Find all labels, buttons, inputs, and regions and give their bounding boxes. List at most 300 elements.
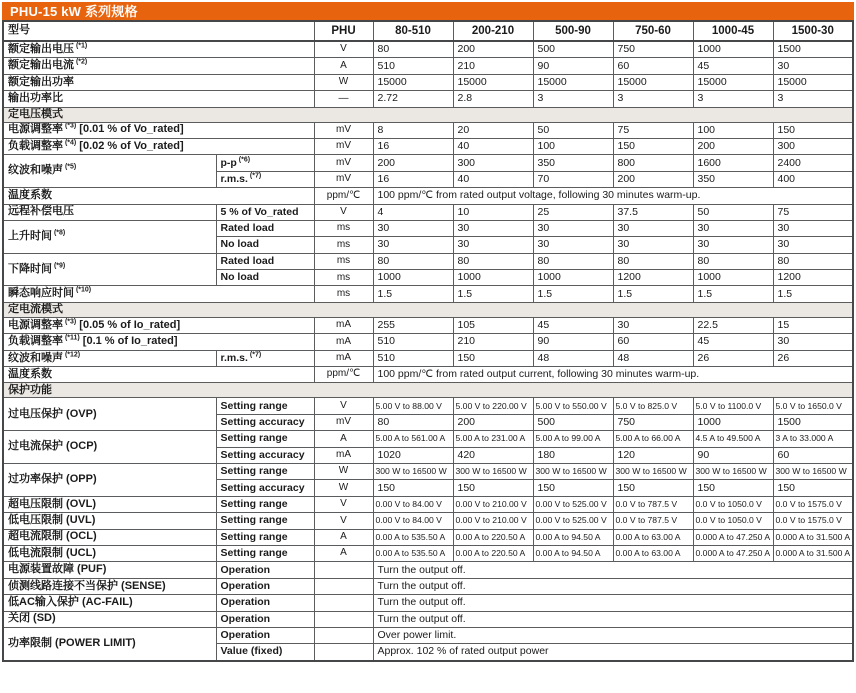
row-label <box>3 91 314 107</box>
footnote-marker: (*10) <box>74 286 92 294</box>
value-cell: 200 <box>373 155 453 171</box>
table-row <box>3 367 853 383</box>
value-cell: 0.00 A to 94.50 A <box>533 529 613 545</box>
value-cell: 200 <box>453 414 533 430</box>
value-span-cell: 100 ppm/℃ from rated output voltage, following 30 minutes warm-up. <box>373 188 853 204</box>
unit-cell: mV <box>314 414 373 430</box>
value-cell: 0.00 A to 535.50 A <box>373 545 453 561</box>
footnote-marker: (*12) <box>63 350 81 358</box>
value-cell: 15000 <box>693 74 773 90</box>
label-text: 额定输出功率 <box>8 75 74 88</box>
value-cell: 1.5 <box>373 286 453 302</box>
unit-cell: A <box>314 431 373 447</box>
unit-cell: mA <box>314 317 373 333</box>
value-cell: 26 <box>693 350 773 366</box>
row-sublabel <box>216 611 314 627</box>
value-cell: 0.00 A to 63.00 A <box>613 529 693 545</box>
table-row <box>3 253 853 269</box>
unit-cell <box>314 562 373 578</box>
table-row <box>3 595 853 611</box>
row-sublabel <box>216 270 314 286</box>
value-cell: 150 <box>773 480 853 496</box>
value-cell: 2.8 <box>453 91 533 107</box>
value-cell: 0.00 V to 84.00 V <box>373 513 453 529</box>
unit-cell: mA <box>314 350 373 366</box>
table-row <box>3 58 853 74</box>
value-cell: 0.00 V to 210.00 V <box>453 496 533 512</box>
value-cell: 1000 <box>693 270 773 286</box>
table-row <box>3 431 853 447</box>
value-cell: 1000 <box>453 270 533 286</box>
label-text: 瞬态响应时间 <box>8 287 74 300</box>
value-cell: 750 <box>613 414 693 430</box>
value-cell: 0.0 V to 1575.0 V <box>773 496 853 512</box>
value-cell: 70 <box>533 171 613 187</box>
section-row <box>3 302 853 317</box>
label-text: Setting range <box>220 530 288 543</box>
label-text: p-p <box>220 156 237 169</box>
row-label <box>3 545 216 561</box>
row-sublabel <box>216 431 314 447</box>
value-cell: 15 <box>773 317 853 333</box>
table-row <box>3 578 853 594</box>
value-cell: 8 <box>373 122 453 138</box>
row-label <box>3 58 314 74</box>
row-label <box>3 611 216 627</box>
label-text: 纹波和噪声 <box>8 164 63 177</box>
unit-cell: mV <box>314 171 373 187</box>
label-text: 定电流模式 <box>8 303 63 316</box>
label-text: Value (fixed) <box>220 645 283 658</box>
label-text: 关闭 (SD) <box>8 612 56 625</box>
row-sublabel <box>216 545 314 561</box>
value-cell: 40 <box>453 171 533 187</box>
value-cell: 30 <box>773 220 853 236</box>
section-header <box>3 383 853 398</box>
row-sublabel <box>216 480 314 496</box>
value-cell: 30 <box>373 237 453 253</box>
value-cell: 300 W to 16500 W <box>533 463 613 479</box>
col-header-model-3: 750-60 <box>613 21 693 41</box>
value-cell: 105 <box>453 317 533 333</box>
row-label <box>3 367 314 383</box>
value-cell: 3 <box>613 91 693 107</box>
value-cell: 15000 <box>533 74 613 90</box>
row-label <box>3 122 314 138</box>
label-text: 低电压限制 (UVL) <box>8 514 96 527</box>
label-note: [0.05 % of Io_rated] <box>76 318 181 331</box>
value-cell: 5.00 A to 66.00 A <box>613 431 693 447</box>
value-cell: 300 W to 16500 W <box>453 463 533 479</box>
value-cell: 200 <box>693 138 773 154</box>
label-text: 功率限制 (POWER LIMIT) <box>8 637 136 649</box>
footnote-marker: (*3) <box>63 318 77 326</box>
unit-cell: V <box>314 496 373 512</box>
row-sublabel <box>216 171 314 187</box>
value-cell: 80 <box>533 253 613 269</box>
value-cell: 0.000 A to 31.500 A <box>773 545 853 561</box>
value-cell: 90 <box>533 58 613 74</box>
value-cell: 0.0 V to 1050.0 V <box>693 496 773 512</box>
table-row <box>3 188 853 204</box>
label-text: 负载调整率 <box>8 139 63 152</box>
value-cell: 30 <box>773 237 853 253</box>
value-cell: 800 <box>613 155 693 171</box>
row-sublabel <box>216 595 314 611</box>
unit-cell: mV <box>314 155 373 171</box>
table-row <box>3 41 853 58</box>
unit-cell: ms <box>314 237 373 253</box>
label-text: 负载调整率 <box>8 335 63 348</box>
value-cell: 0.00 A to 94.50 A <box>533 545 613 561</box>
value-cell: 300 W to 16500 W <box>613 463 693 479</box>
value-cell: 5.00 V to 220.00 V <box>453 398 533 414</box>
value-cell: 30 <box>773 58 853 74</box>
value-cell: 15000 <box>773 74 853 90</box>
value-cell: 100 <box>693 122 773 138</box>
row-label <box>3 286 314 302</box>
label-text: 下降时间 <box>8 262 52 275</box>
value-span-cell: Approx. 102 % of rated output power <box>373 644 853 661</box>
row-sublabel <box>216 513 314 529</box>
value-cell: 420 <box>453 447 533 463</box>
value-cell: 30 <box>613 220 693 236</box>
value-span-cell: Turn the output off. <box>373 578 853 594</box>
label-text: 过电压保护 (OVP) <box>8 407 97 420</box>
table-row <box>3 513 853 529</box>
row-sublabel <box>216 414 314 430</box>
label-text: 纹波和噪声 <box>8 351 63 364</box>
row-sublabel <box>216 496 314 512</box>
section-header <box>3 302 853 317</box>
row-sublabel <box>216 447 314 463</box>
label-text: 上升时间 <box>8 230 52 243</box>
label-note: [0.1 % of Io_rated] <box>79 335 178 348</box>
value-cell: 100 <box>533 138 613 154</box>
row-label <box>3 398 216 431</box>
value-cell: 30 <box>773 334 853 350</box>
value-cell: 25 <box>533 204 613 220</box>
unit-cell: ms <box>314 286 373 302</box>
unit-cell: ms <box>314 270 373 286</box>
value-cell: 45 <box>533 317 613 333</box>
table-row <box>3 627 853 643</box>
value-cell: 80 <box>773 253 853 269</box>
value-cell: 210 <box>453 334 533 350</box>
value-cell: 60 <box>613 58 693 74</box>
col-header-model-0: 80-510 <box>373 21 453 41</box>
row-label <box>3 463 216 496</box>
row-sublabel <box>216 253 314 269</box>
label-text: r.m.s. <box>220 172 248 185</box>
value-cell: 50 <box>693 204 773 220</box>
table-row <box>3 74 853 90</box>
label-text: Setting range <box>220 399 288 412</box>
row-label <box>3 595 216 611</box>
row-label <box>3 317 314 333</box>
unit-cell: mV <box>314 122 373 138</box>
value-cell: 0.0 V to 787.5 V <box>613 513 693 529</box>
label-text: Setting range <box>220 432 288 445</box>
footnote-marker: (*4) <box>63 139 77 147</box>
value-cell: 350 <box>533 155 613 171</box>
value-cell: 5.00 A to 561.00 A <box>373 431 453 447</box>
footnote-marker: (*3) <box>63 122 77 130</box>
value-cell: 30 <box>613 237 693 253</box>
value-cell: 1.5 <box>773 286 853 302</box>
unit-cell: mA <box>314 334 373 350</box>
label-text: Operation <box>220 563 271 576</box>
value-cell: 5.00 A to 99.00 A <box>533 431 613 447</box>
value-cell: 30 <box>693 220 773 236</box>
value-cell: 0.00 V to 525.00 V <box>533 496 613 512</box>
label-text: 低AC输入保护 (AC-FAIL) <box>8 596 133 609</box>
footnote-marker: (*2) <box>74 58 88 66</box>
value-cell: 4.5 A to 49.500 A <box>693 431 773 447</box>
row-label <box>3 188 314 204</box>
value-cell: 2.72 <box>373 91 453 107</box>
label-text: Setting range <box>220 465 288 478</box>
unit-cell <box>314 644 373 661</box>
value-cell: 0.000 A to 47.250 A <box>693 529 773 545</box>
label-text: Setting range <box>220 497 288 510</box>
section-header <box>3 107 853 122</box>
row-sublabel <box>216 627 314 643</box>
value-cell: 80 <box>613 253 693 269</box>
value-span-cell: Turn the output off. <box>373 562 853 578</box>
value-cell: 80 <box>373 253 453 269</box>
value-cell: 80 <box>373 414 453 430</box>
value-cell: 30 <box>453 237 533 253</box>
value-cell: 30 <box>373 220 453 236</box>
unit-cell: V <box>314 398 373 414</box>
unit-cell <box>314 627 373 643</box>
footnote-marker: (*9) <box>52 262 66 270</box>
value-cell: 1000 <box>693 41 773 58</box>
row-label <box>3 513 216 529</box>
row-label <box>3 431 216 464</box>
table-row <box>3 334 853 350</box>
row-sublabel <box>216 562 314 578</box>
title-bar <box>2 2 854 20</box>
value-cell: 400 <box>773 171 853 187</box>
value-span-cell: Over power limit. <box>373 627 853 643</box>
label-text: 输出功率比 <box>8 92 63 105</box>
value-cell: 1.5 <box>693 286 773 302</box>
section-row <box>3 107 853 122</box>
row-sublabel <box>216 350 314 366</box>
value-cell: 22.5 <box>693 317 773 333</box>
value-cell: 1000 <box>533 270 613 286</box>
value-cell: 0.000 A to 31.500 A <box>773 529 853 545</box>
footnote-marker: (*11) <box>63 334 80 342</box>
value-cell: 60 <box>613 334 693 350</box>
row-label <box>3 138 314 154</box>
label-text: 5 % of Vo_rated <box>220 205 299 218</box>
value-cell: 3 <box>693 91 773 107</box>
value-cell: 3 <box>533 91 613 107</box>
value-cell: 5.00 A to 231.00 A <box>453 431 533 447</box>
unit-cell: W <box>314 480 373 496</box>
label-text: Operation <box>220 579 271 592</box>
value-cell: 0.0 V to 1575.0 V <box>773 513 853 529</box>
value-cell: 1.5 <box>613 286 693 302</box>
page-title: PHU-15 kW 系列规格 <box>10 4 138 19</box>
value-cell: 200 <box>613 171 693 187</box>
value-cell: 48 <box>533 350 613 366</box>
unit-cell: A <box>314 58 373 74</box>
spec-table <box>2 20 854 662</box>
row-label <box>3 627 216 660</box>
value-cell: 500 <box>533 414 613 430</box>
section-row <box>3 383 853 398</box>
unit-cell: ms <box>314 220 373 236</box>
value-cell: 300 W to 16500 W <box>693 463 773 479</box>
value-cell: 90 <box>533 334 613 350</box>
value-cell: 1200 <box>773 270 853 286</box>
table-row <box>3 317 853 333</box>
value-cell: 2400 <box>773 155 853 171</box>
row-sublabel <box>216 463 314 479</box>
label-text: 超电压限制 (OVL) <box>8 497 96 510</box>
value-span-cell: Turn the output off. <box>373 595 853 611</box>
label-text: 电源装置故障 (PUF) <box>8 563 107 576</box>
row-sublabel <box>216 155 314 171</box>
value-cell: 510 <box>373 334 453 350</box>
label-text: Setting accuracy <box>220 481 305 494</box>
value-cell: 300 <box>453 155 533 171</box>
unit-cell <box>314 578 373 594</box>
row-label <box>3 41 314 58</box>
unit-cell: A <box>314 529 373 545</box>
value-cell: 0.0 V to 787.5 V <box>613 496 693 512</box>
header-row <box>3 21 853 41</box>
unit-cell: V <box>314 204 373 220</box>
value-cell: 40 <box>453 138 533 154</box>
label-text: Setting accuracy <box>220 416 305 428</box>
footnote-marker: (*6) <box>236 156 251 164</box>
table-row <box>3 91 853 107</box>
label-note: [0.02 % of Vo_rated] <box>76 139 184 152</box>
value-cell: 0.00 A to 220.50 A <box>453 529 533 545</box>
row-label <box>3 204 216 220</box>
row-sublabel <box>216 204 314 220</box>
col-header-model-1: 200-210 <box>453 21 533 41</box>
value-cell: 75 <box>773 204 853 220</box>
value-cell: 300 <box>773 138 853 154</box>
value-cell: 255 <box>373 317 453 333</box>
value-cell: 1020 <box>373 447 453 463</box>
table-row <box>3 545 853 561</box>
value-cell: 0.00 A to 535.50 A <box>373 529 453 545</box>
unit-cell: A <box>314 545 373 561</box>
footnote-marker: (*7) <box>247 172 262 180</box>
value-cell: 5.0 V to 825.0 V <box>613 398 693 414</box>
row-sublabel <box>216 237 314 253</box>
value-cell: 26 <box>773 350 853 366</box>
unit-cell: mA <box>314 447 373 463</box>
label-text: Setting range <box>220 547 288 560</box>
col-header-model-5: 1500-30 <box>773 21 853 41</box>
value-cell: 3 A to 33.000 A <box>773 431 853 447</box>
footnote-marker: (*7) <box>247 351 262 359</box>
value-cell: 37.5 <box>613 204 693 220</box>
label-text: 温度系数 <box>8 367 52 380</box>
table-row <box>3 122 853 138</box>
value-cell: 0.000 A to 47.250 A <box>693 545 773 561</box>
label-text: Setting range <box>220 514 288 527</box>
row-sublabel <box>216 529 314 545</box>
value-cell: 150 <box>693 480 773 496</box>
value-cell: 350 <box>693 171 773 187</box>
row-label <box>3 334 314 350</box>
table-row <box>3 155 853 171</box>
label-text: No load <box>220 271 259 284</box>
value-cell: 20 <box>453 122 533 138</box>
col-header-unit: PHU <box>314 21 373 41</box>
value-cell: 30 <box>613 317 693 333</box>
value-cell: 1.5 <box>533 286 613 302</box>
unit-cell: ppm/℃ <box>314 367 373 383</box>
value-cell: 90 <box>693 447 773 463</box>
value-cell: 1600 <box>693 155 773 171</box>
row-label <box>3 578 216 594</box>
table-row <box>3 350 853 366</box>
value-cell: 0.00 V to 210.00 V <box>453 513 533 529</box>
label-text: No load <box>220 238 259 251</box>
label-text: Rated load <box>220 254 275 267</box>
unit-cell: V <box>314 513 373 529</box>
value-cell: 0.00 V to 525.00 V <box>533 513 613 529</box>
value-cell: 5.00 V to 88.00 V <box>373 398 453 414</box>
col-header-model-4: 1000-45 <box>693 21 773 41</box>
row-label <box>3 253 216 286</box>
table-row <box>3 398 853 414</box>
label-text: Setting accuracy <box>220 448 305 461</box>
label-text: 远程补偿电压 <box>8 205 74 218</box>
value-cell: 210 <box>453 58 533 74</box>
value-cell: 30 <box>533 237 613 253</box>
value-cell: 30 <box>453 220 533 236</box>
label-text: Operation <box>220 596 271 609</box>
value-cell: 1000 <box>373 270 453 286</box>
value-cell: 510 <box>373 350 453 366</box>
label-text: 温度系数 <box>8 189 52 202</box>
table-row <box>3 220 853 236</box>
label-text: 超电流限制 (OCL) <box>8 530 97 543</box>
row-label <box>3 496 216 512</box>
label-text: 额定输出电流 <box>8 59 74 72</box>
unit-cell: W <box>314 463 373 479</box>
label-text: r.m.s. <box>220 351 248 364</box>
value-cell: 150 <box>373 480 453 496</box>
unit-cell: V <box>314 41 373 58</box>
value-cell: 0.0 V to 1050.0 V <box>693 513 773 529</box>
row-label <box>3 74 314 90</box>
label-text: 过功率保护 (OPP) <box>8 473 97 486</box>
value-cell: 30 <box>533 220 613 236</box>
value-cell: 60 <box>773 447 853 463</box>
value-cell: 5.0 V to 1100.0 V <box>693 398 773 414</box>
value-cell: 510 <box>373 58 453 74</box>
row-label <box>3 529 216 545</box>
label-text: 定电压模式 <box>8 107 63 120</box>
value-cell: 150 <box>613 480 693 496</box>
label-text: 额定输出电压 <box>8 42 74 55</box>
value-cell: 10 <box>453 204 533 220</box>
label-text: 过电流保护 (OCP) <box>8 440 98 453</box>
unit-cell <box>314 595 373 611</box>
